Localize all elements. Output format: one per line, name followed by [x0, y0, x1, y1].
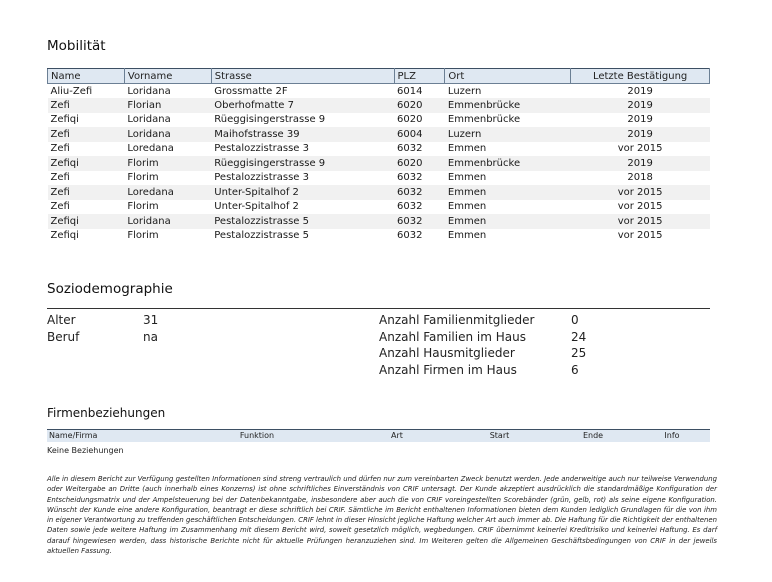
firmen-col-ende: Ende: [552, 430, 634, 442]
cell-plz: 6032: [397, 230, 423, 242]
cell-name: Zefi: [48, 127, 125, 142]
cell-letzte-bestaetigung: 2019: [571, 127, 710, 142]
cell-letzte-bestaetigung: vor 2015: [571, 214, 710, 229]
table-row: [48, 98, 710, 113]
firmen-col-funktion: Funktion: [167, 430, 347, 442]
sozio-value-familien-im-haus: 24: [571, 329, 587, 344]
cell-plz: 6014: [397, 85, 423, 97]
cell-vorname: Loredana: [127, 143, 174, 155]
mobility-table: [47, 68, 710, 243]
cell-ort: Emmen: [445, 185, 571, 200]
cell-ort: Luzern: [447, 85, 482, 97]
cell-vorname: Loridana: [124, 127, 211, 142]
cell-strasse: Rüeggisingerstrasse 9: [211, 156, 394, 171]
cell-letzte-bestaetigung: 2019: [627, 114, 653, 126]
table-row: [48, 214, 710, 229]
cell-ort: Emmen: [447, 201, 487, 213]
table-row: [48, 142, 710, 157]
table-row: [48, 113, 710, 128]
sozio-label-firmen-im-haus: Anzahl Firmen im Haus: [379, 362, 517, 377]
cell-vorname: Florian: [124, 98, 211, 113]
cell-name: Zefiqi: [50, 114, 79, 126]
cell-name: Aliu-Zefi: [50, 85, 93, 97]
cell-plz: 6032: [397, 201, 423, 213]
cell-name: Zefi: [50, 172, 70, 184]
sozio-left-values: [143, 312, 158, 345]
table-row: [48, 127, 710, 142]
disclaimer-text: Alle in diesem Bericht zur Verfügung gestellten Informationen sind streng vertraulich und dürfen nur zum vereinbarten Zweck benutzt werden. Jede anderweitige auch nur teilweise Verwendung oder Weitergabe an Dritte (auch innerhalb eines Konzerns) ist ohne schriftliches Einverständnis von CRIF untersagt. Der Kunde akzeptiert ausdrücklich die standardmäßige Konfiguration der Entscheidungsmatrix und der Ampelsteuerung bei der Datenbekanntgabe, insbesondere aber auch die von CRIF voreingestellten Scorebänder (grün, gelb, rot) als seine eigene Konfiguration. Wünscht der Kunde eine andere Konfiguration, beantragt er diese schriftlich bei CRIF. Sämtliche im Bericht enthaltenen Informationen bieten dem Kunden lediglich Grundlagen für die von ihm in eigener Verantwortung zu treffenden geschäftlichen Entscheidungen. CRIF lehnt in dieser Hinsicht jegliche Haftung welcher Art auch immer ab. Die Haftung für die Richtigkeit der enthaltenen Daten sowie jede weitere Haftung im Zusammenhang mit diesem Bericht wird, soweit gesetzlich möglich, wegbedungen. CRIF übernimmt keinerlei Kreditrisiko und keinerlei Haftung. Es darf darauf hingewiesen werden, dass historische Berichte nicht für aktuelle Prüfungen heranzuziehen sind. Im Weiteren gelten die Allgemeinen Geschäftsbedingungen von CRIF in der jeweils aktuellen Fassung.: [47, 475, 717, 556]
cell-name: Zefiqi: [50, 230, 79, 242]
sozio-value-alter: 31: [143, 313, 159, 327]
col-header-letzte-bestaetigung: Letzte Bestätigung: [571, 69, 710, 84]
firmen-col-name: Name/Firma: [47, 430, 167, 442]
table-row: [48, 185, 710, 200]
sozio-title: Soziodemographie: [47, 281, 173, 297]
cell-vorname: Loridana: [127, 114, 171, 126]
cell-ort: Emmen: [447, 230, 487, 242]
cell-strasse: Unter-Spitalhof 2: [211, 185, 394, 200]
cell-letzte-bestaetigung: vor 2015: [617, 230, 663, 242]
sozio-value-hausmitglieder: 25: [571, 346, 587, 360]
col-header-plz: PLZ: [394, 69, 445, 84]
col-header-ort: Ort: [445, 69, 571, 84]
cell-letzte-bestaetigung: 2019: [627, 85, 653, 97]
sozio-right-values: [571, 312, 586, 378]
cell-letzte-bestaetigung: vor 2015: [617, 201, 663, 213]
cell-ort: Emmenbrücke: [445, 98, 571, 113]
sozio-label-alter: Alter: [47, 313, 76, 327]
table-row: [48, 84, 710, 99]
table-row: [48, 200, 710, 215]
cell-strasse: Oberhofmatte 7: [211, 98, 394, 113]
mobility-title: Mobilität: [47, 38, 106, 54]
cell-ort: Emmen: [447, 172, 487, 184]
cell-vorname: Florim: [124, 156, 211, 171]
cell-strasse: Grossmatte 2F: [214, 85, 288, 97]
sozio-value-familienmitglieder: 0: [571, 313, 579, 327]
cell-vorname: Loredana: [124, 185, 211, 200]
sozio-label-familien-im-haus: Anzahl Familien im Haus: [379, 329, 526, 344]
cell-ort: Emmenbrücke: [447, 114, 521, 126]
mobility-header-row: [48, 69, 710, 84]
cell-strasse: Pestalozzistrasse 5: [211, 214, 394, 229]
cell-vorname: Florim: [127, 230, 159, 242]
table-row: [48, 171, 710, 186]
cell-ort: Emmenbrücke: [445, 156, 571, 171]
sozio-divider: [47, 308, 710, 309]
sozio-value-beruf: na: [143, 329, 158, 344]
cell-strasse: Maihofstrasse 39: [211, 127, 394, 142]
cell-vorname: Loridana: [127, 85, 171, 97]
firmen-header-row: [47, 430, 710, 442]
cell-name: Zefiqi: [48, 214, 125, 229]
sozio-label-familienmitglieder: Anzahl Familienmitglieder: [379, 313, 535, 327]
col-header-strasse: Strasse: [211, 69, 394, 84]
cell-name: Zefi: [50, 201, 70, 213]
cell-plz: 6020: [394, 98, 445, 113]
cell-letzte-bestaetigung: 2019: [571, 98, 710, 113]
cell-ort: Emmen: [447, 143, 487, 155]
cell-letzte-bestaetigung: 2019: [571, 156, 710, 171]
firmen-col-info: Info: [634, 430, 710, 442]
cell-name: Zefiqi: [48, 156, 125, 171]
cell-plz: 6020: [394, 156, 445, 171]
firmen-col-art: Art: [347, 430, 447, 442]
cell-name: Zefi: [50, 143, 70, 155]
table-row: [48, 156, 710, 171]
cell-letzte-bestaetigung: vor 2015: [617, 143, 663, 155]
col-header-vorname: Vorname: [124, 69, 211, 84]
cell-ort: Emmen: [445, 214, 571, 229]
cell-strasse: Pestalozzistrasse 3: [214, 172, 309, 184]
cell-letzte-bestaetigung: vor 2015: [571, 185, 710, 200]
sozio-label-hausmitglieder: Anzahl Hausmitglieder: [379, 346, 515, 360]
cell-letzte-bestaetigung: 2018: [627, 172, 653, 184]
cell-name: Zefi: [48, 185, 125, 200]
cell-strasse: Rüeggisingerstrasse 9: [214, 114, 326, 126]
firmen-col-start: Start: [447, 430, 552, 442]
cell-plz: 6032: [394, 214, 445, 229]
sozio-right-labels: [379, 312, 534, 378]
cell-name: Zefi: [48, 98, 125, 113]
cell-plz: 6032: [397, 172, 423, 184]
cell-ort: Luzern: [445, 127, 571, 142]
firmen-table: [47, 429, 710, 442]
firmen-empty-text: Keine Beziehungen: [47, 446, 124, 455]
cell-strasse: Pestalozzistrasse 5: [214, 230, 309, 242]
firmen-title: Firmenbeziehungen: [47, 406, 166, 420]
cell-plz: 6032: [397, 143, 423, 155]
cell-plz: 6020: [397, 114, 423, 126]
sozio-left-labels: [47, 312, 79, 345]
cell-plz: 6032: [394, 185, 445, 200]
cell-strasse: Pestalozzistrasse 3: [214, 143, 309, 155]
cell-plz: 6004: [394, 127, 445, 142]
table-row: [48, 229, 710, 244]
cell-vorname: Florim: [127, 172, 159, 184]
sozio-value-firmen-im-haus: 6: [571, 362, 579, 377]
cell-strasse: Unter-Spitalhof 2: [214, 201, 299, 213]
cell-vorname: Loridana: [124, 214, 211, 229]
sozio-label-beruf: Beruf: [47, 329, 80, 344]
cell-vorname: Florim: [127, 201, 159, 213]
col-header-name: Name: [48, 69, 125, 84]
